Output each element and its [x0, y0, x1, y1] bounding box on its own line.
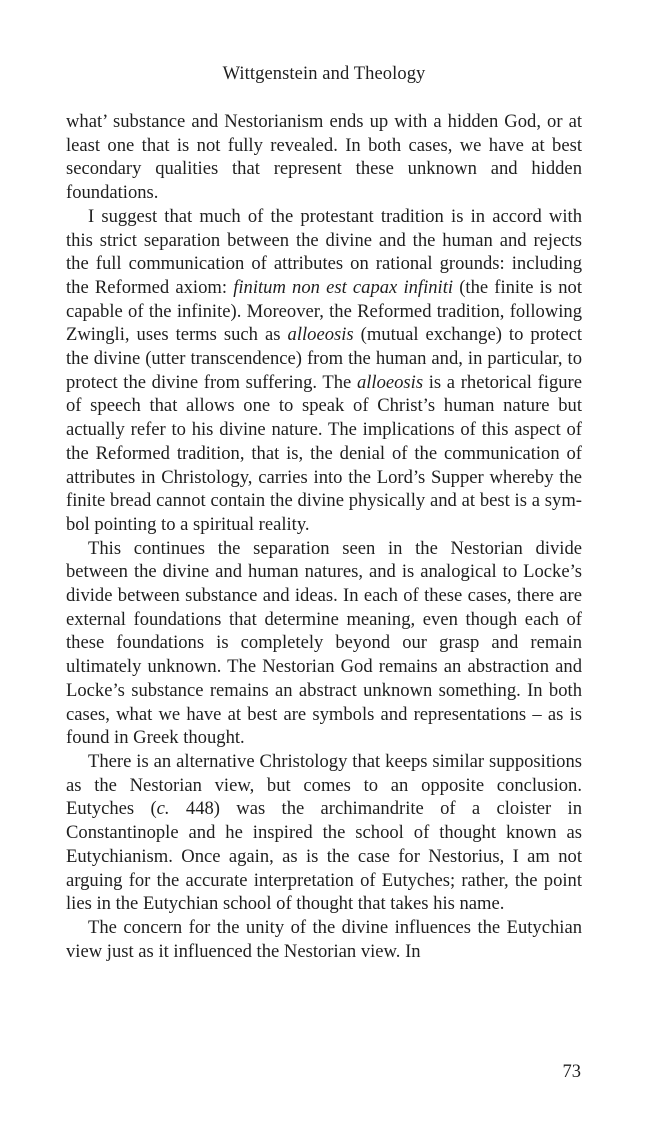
- paragraph-2-text: (the finite is not capable of the infinite). Moreover, the Reformed tradition, following Zwingli, uses terms such as: [66, 276, 582, 346]
- circa-italic: c.: [156, 798, 170, 820]
- alloeosis-italic: alloeosis: [356, 371, 424, 393]
- paragraph-5: [66, 916, 582, 963]
- paragraph-2-text: I suggest that much of the protestant tradition is in accord with this strict separation between the divine and the human and rejects the full communication of attributes on rational grounds: including the Reformed axiom:: [66, 205, 582, 298]
- paragraph-4-text: There is an alternative Christology that keeps similar suppositions as the Nestorian view, but comes to an opposite conclusion. Eutyches (: [66, 750, 582, 820]
- latin-axiom-italic: finitum non est capax infiniti: [233, 276, 454, 298]
- paragraph-5-text: The concern for the unity of the divine influences the Eutychian view just as it influenced the Nestorian view. In: [66, 916, 582, 962]
- body-text: [66, 110, 582, 963]
- paragraph-2-text: (mutual exchange) to protect the divine (utter transcendence) from the human and, in particular, to protect the divine from suffering. The: [66, 324, 583, 393]
- running-head: Wittgenstein and Theology: [222, 64, 426, 84]
- paragraph-1-text: what’ substance and Nestorianism ends up with a hidden God, or at least one that is not fully revealed. In both cases, we have at best secondary qualities that represent these unknown and hidden foundations.: [66, 111, 582, 204]
- paragraph-3: [66, 537, 582, 750]
- page-number: 73: [562, 1062, 581, 1082]
- paragraph-4-text: 448) was the archimandrite of a cloister in Constantinople and he inspired the school of thought known as Eutychianism. Once again, as is the case for Nestorius, I am not arguing for the accurate interpretation of Eutyches; rather, the point lies in the Eutychian school of thought that takes his name.: [66, 798, 582, 915]
- paragraph-3-text: This continues the separation seen in the Nestorian divide between the divine and human natures, and is analogical to Locke’s divide between substance and ideas. In each of these cases, there are external foundations that determine meaning, even though each of these foundations is completely beyond our grasp and remain ultimately unknown. The Nestorian God remains an abstraction and Locke’s substance remains an abstract unknown something. In both cases, what we have at best are symbols and representations – as is found in Greek thought.: [66, 537, 582, 749]
- paragraph-4: [66, 750, 582, 916]
- paragraph-1: [66, 110, 582, 205]
- alloeosis-italic: alloeosis: [287, 324, 354, 346]
- paragraph-2-text: is a rhetorical figure of speech that allows one to speak of Christ’s human nature but actually refer to his divine nature. The implications of this aspect of the Reformed tradition, that is, the denial of the communication of attributes in Christology, carries into the Lord’s Supper whereby the finite bread cannot contain the divine physically and at best is a symbol pointing to a spiritual reality.: [66, 371, 582, 535]
- paragraph-2: [66, 205, 582, 537]
